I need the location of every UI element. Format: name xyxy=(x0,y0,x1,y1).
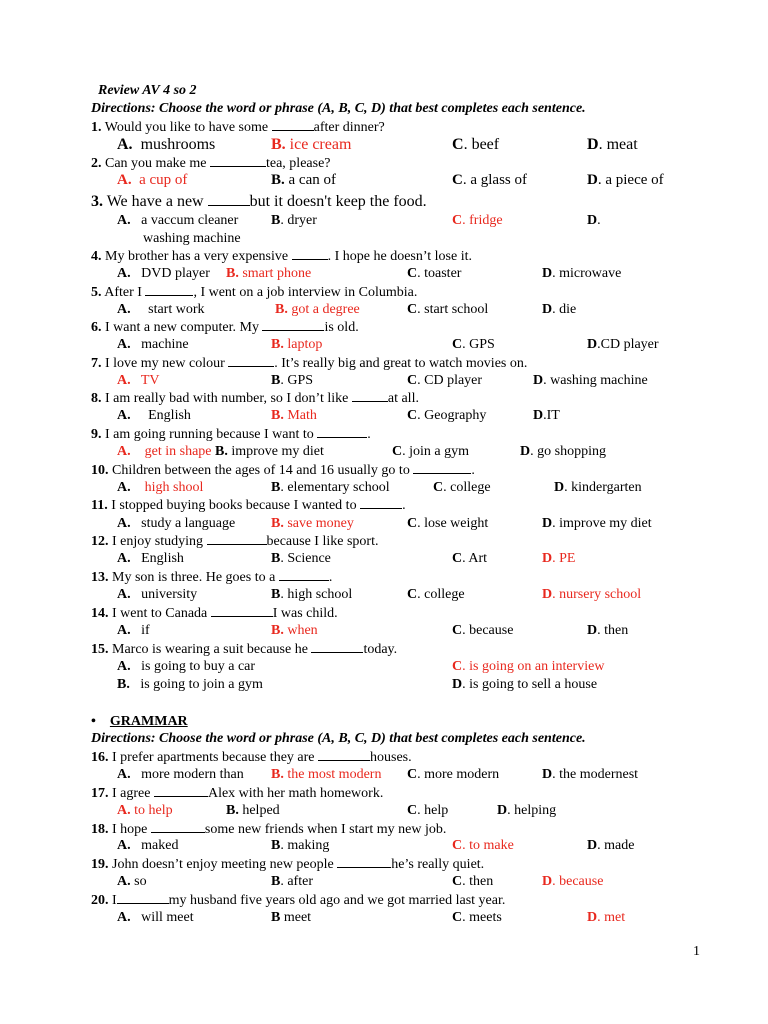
question-5: 5. After I , I went on a job interview in Columbia. xyxy=(91,285,418,300)
question-20: 20. I my husband five years old ago and we got married last year. xyxy=(91,893,506,908)
question-7: 7. I love my new colour . It’s really big and great to watch movies on. xyxy=(91,356,528,371)
question-15: 15. Marco is wearing a suit because he today. xyxy=(91,642,398,657)
document-title: Review AV 4 so 2 xyxy=(98,83,197,98)
question-14: 14. I went to Canada I was child. xyxy=(91,606,338,621)
question-4: 4. My brother has a very expensive . I hope he doesn’t lose it. xyxy=(91,249,472,264)
question-19: 19. John doesn’t enjoy meeting new people he’s really quiet. xyxy=(91,857,485,872)
question-1: 1. Would you like to have some after dinner? xyxy=(91,120,385,135)
question-13: 13. My son is three. He goes to a . xyxy=(91,570,333,585)
directions: Directions: Choose the word or phrase (A, B, C, D) that best completes each sentence. xyxy=(91,101,586,116)
question-17: 17. I agree Alex with her math homework. xyxy=(91,786,384,801)
question-8: 8. I am really bad with number, so I don’t like at all. xyxy=(91,391,419,406)
question-6: 6. I want a new computer. My is old. xyxy=(91,320,359,335)
question-3: 3. We have a new but it doesn't keep the food. xyxy=(91,193,427,210)
question-16: 16. I prefer apartments because they are houses. xyxy=(91,750,412,765)
question-12: 12. I enjoy studying because I like sport. xyxy=(91,534,379,549)
option-3a-continued: washing machine xyxy=(143,231,241,246)
question-18: 18. I hope some new friends when I start my new job. xyxy=(91,822,447,837)
question-11: 11. I stopped buying books because I wanted to . xyxy=(91,498,406,513)
page-number: 1 xyxy=(693,944,700,959)
grammar-directions: Directions: Choose the word or phrase (A, B, C, D) that best completes each sentence. xyxy=(91,731,586,746)
question-2: 2. Can you make me tea, please? xyxy=(91,156,331,171)
grammar-heading: • GRAMMAR xyxy=(91,714,188,729)
question-9: 9. I am going running because I want to . xyxy=(91,427,371,442)
question-10: 10. Children between the ages of 14 and 16 usually go to . xyxy=(91,463,475,478)
